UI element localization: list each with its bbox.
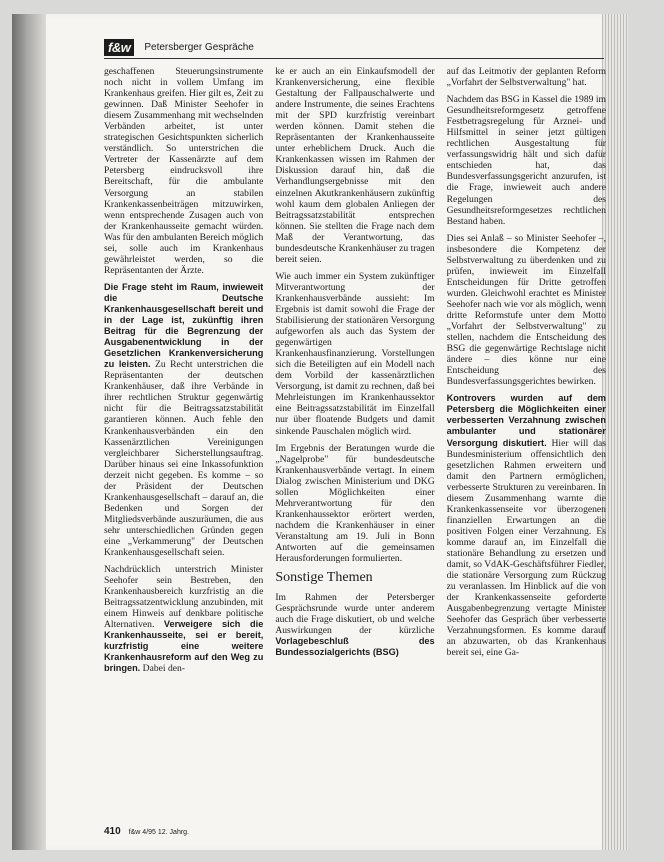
column-1: [104, 66, 263, 816]
paragraph: ke er auch an ein Einkaufsmodell der Krankenversicherung, eine flexible Gestaltung der Fallpauschalwerte und andere Instrumente, die seines Erachtens mit der SPD kurzfristig vereinbart werden können. Damit stehen die Repräsentanten der Krankenhausseite unter erheblichem Druck. Auch die Krankenkassen wissen im Rahmen der Diskussion darauf hin, daß die Verhandlungsergebnisse mit den einzelnen Akutkrankenhäusern zukünftig wohl kaum dem globalen Anliegen der Beitragssatzstabilität entsprechen können. Sie stellten die Frage nach dem Maß der Verantwortung, das bundesdeutsche Krankenhäuser zu tragen bereit seien.: [275, 66, 435, 265]
column-2: [275, 66, 434, 816]
column-3: [447, 66, 606, 816]
bold-lead: Vorlagebeschluß des Bundessozialgerichts (BSG): [275, 636, 435, 658]
issue-reference: f&w 4/95 12. Jahrg.: [128, 829, 190, 836]
paragraph: Nachdem das BSG in Kassel die 1989 im Gesundheitsreformgesetz getroffene Festbetragsregelung für Arznei- und Hilfsmittel in seiner jetzt gültigen rechtlichen Ausgestaltung für verfassungswidrig hält und sich dafür entschieden hat, das Bundesverfassungsgericht anzurufen, ist die Frage, inwieweit auch andere Regelungen des Gesundheitsreformgesetzes rechtlichen Bestand haben.: [446, 94, 606, 227]
bold-lead: Verweigere sich die Krankenhausseite, sei er bereit, kurzfristig eine weitere Krankenhausreform auf den Weg zu bringen.: [104, 619, 264, 674]
book-binding: [12, 14, 46, 850]
paragraph: Im Ergebnis der Beratungen wurde die „Nagelprobe" für bundesdeutsche Krankenhausverbände vertagt. In einem Dialog zwischen Ministerium und DKG sollen Möglichkeiten einer Mehrverantwortung für den Krankenhaussektor erörtert werden, nachdem die Krankenhäuser in einer Veranstaltung am 19. Juli in Bonn Antworten auf die gemeinsamen Herausforderungen formulierten.: [275, 442, 435, 565]
paragraph: Im Rahmen der Petersberger Gesprächsrunde wurde unter anderem auch die Frage diskutiert, ob und welche Auswirkungen der kürzliche Vorlagebeschluß des Bundessozialgerichts (BSG): [275, 592, 435, 658]
bold-lead: Kontrovers wurden auf dem Petersberg die Möglichkeiten einer verbesserten Verzahnung zwischen ambulanter und stationärer Versorgung diskutiert.: [446, 393, 606, 448]
paragraph: auf das Leitmotiv der geplanten Reform „Vorfahrt der Selbstverwaltung" hat.: [446, 66, 606, 89]
paragraph: Dies sei Anlaß – so Minister Seehofer –, insbesondere die Kompetenz der Selbstverwaltung zu überdenken und zu prüfen, inwieweit im Einzelfall Entscheidungen für Dritte getroffen wurden. Gleichwohl erachtet es Minister Seehofer nach wie vor als möglich, wenn dritte Reformstufe unter dem Motto „Vorfahrt der Selbstverwaltung" zu stellen, nachdem die Entscheidung des BSG die gegenwärtige Rechtslage nicht ändere – dies könne nur eine Entscheidung des Bundesverfassungsgerichtes bewirken.: [446, 232, 606, 388]
journal-logo: f&w: [104, 39, 134, 56]
magazine-page: [12, 14, 628, 850]
running-head: Petersberger Gespräche: [144, 41, 254, 53]
page-number: 410: [104, 826, 121, 837]
paragraph: Wie auch immer ein System zukünftiger Mitverantwortung der Krankenhausverbände aussieht: Im Ergebnis ist damit sowohl die Frage der Stabilisierung der stationären Versorgung aufgeworfen als auch das System der gegenwärtigen Krankenhausfinanzierung. Vorstellungen sich die Beteiligten auf ein Modell nach dem Vorbild der kassenärztlichen Versorgung, ist damit zu rechnen, daß bei Mehrleistungen im Krankenhaussektor eine Beitragssatzstabilität im Einzelfall nur über floatende Budgets und damit sinkende Pauschalen möglich wird.: [275, 270, 435, 437]
paragraph: Nachdrücklich unterstrich Minister Seehofer sein Bestreben, den Krankenhausbereich kurzfristig an die Beitragssatzentwicklung anzubinden, mit einem Hinweis auf denkbare politische Alternativen. Verweigere sich die Krankenhausseite, sei er bereit, kurzfristig eine weitere Krankenhausreform auf den Weg zu bringen. Dabei den-: [104, 564, 264, 675]
paragraph: Kontrovers wurden auf dem Petersberg die Möglichkeiten einer verbesserten Verzahnung zwischen ambulanter und stationärer Versorgung diskutiert. Hier will das Bundesministerium offensichtlich den gesetzlichen Rahmen erweitern und damit den Partnern ermöglichen, verbesserte Strukturen zu vereinbaren. In diesem Zusammenhang warnte die Krankenkassenseite vor überzogenen finanziellen Erwartungen an die positiven Folgen einer Verzahnung. Es komme darauf an, im Einzelfall die stationäre Behandlung zu ersetzen und damit, so VdAK-Geschäftsführer Fiedler, die stationäre Versorgung zum Rückzug zu veranlassen. Im Hinblick auf die von der Krankenkassenseite geforderte Ausgabenbegrenzung vertagte Minister Seehofer das Gespräch über verbesserte Verzahnungsformen. Es komme darauf an abzuwarten, ob das Krankenhaus bereit sei, eine Ga-: [446, 393, 606, 659]
paragraph: Die Frage steht im Raum, inwieweit die Deutsche Krankenhausgesellschaft bereit und in der Lage ist, zukünftig ihren Beitrag für die Begrenzung der Ausgabenentwicklung in der Gesetzlichen Krankenversicherung zu leisten. Zu Recht unterstrichen die Repräsentanten der deutschen Krankenhäuser, daß ihre Verbände in ihrer rechtlichen Struktur gegenwärtig nicht für die Beitragssatzstabilität garantieren können. Auch fehle den Krankenhausverbänden ein den Kassenärztlichen Vereinigungen vergleichbarer Sicherstellungsauftrag. Darüber hinaus sei eine Inkassofunktion derzeit nicht gegeben. Es komme – so der Präsident der Deutschen Krankenhausgesellschaft – darauf an, die Bedenken und Sorgen der Mitgliedsverbände auszuräumen, die aus sehr unterschiedlichen Gründen gegen eine „Verkammerung" der Deutschen Krankenhausgesellschaft seien.: [104, 281, 264, 559]
paragraph: geschaffenen Steuerungsinstrumente noch nicht in vollem Umfang im Krankenhaus greifen. Hier gilt es, Zeit zu gewinnen. Daß Minister Seehofer in diesem Zusammenhang mit wechselnden Verbänden arbeitet, ist unter strategischen Gesichtspunkten sicherlich verständlich. So unterstrichen die Vertreter der Kassenärzte auf dem Petersberg eindrucksvoll ihre Bereitschaft, für die ambulante Versorgung an stabilen Krankenkassenbeiträgen mitzuwirken, wenn entsprechende Zusagen auch von der Krankenhausseite gemacht würden. Was für den ambulanten Bereich möglich sei, solle auch im Krankenhaus gewährleistet werden, so die Repräsentanten der Ärzte.: [104, 66, 264, 276]
page-header: [104, 36, 604, 59]
bold-lead: Die Frage steht im Raum, inwieweit die Deutsche Krankenhausgesellschaft bereit und in der Lage ist, zukünftig ihren Beitrag für die Begrenzung der Ausgabenentwicklung in der Gesetzlichen Krankenversicherung zu leisten.: [104, 281, 264, 370]
page-footer: [104, 826, 364, 837]
section-subheading: Sonstige Themen: [275, 570, 373, 586]
article-body: [104, 66, 606, 816]
